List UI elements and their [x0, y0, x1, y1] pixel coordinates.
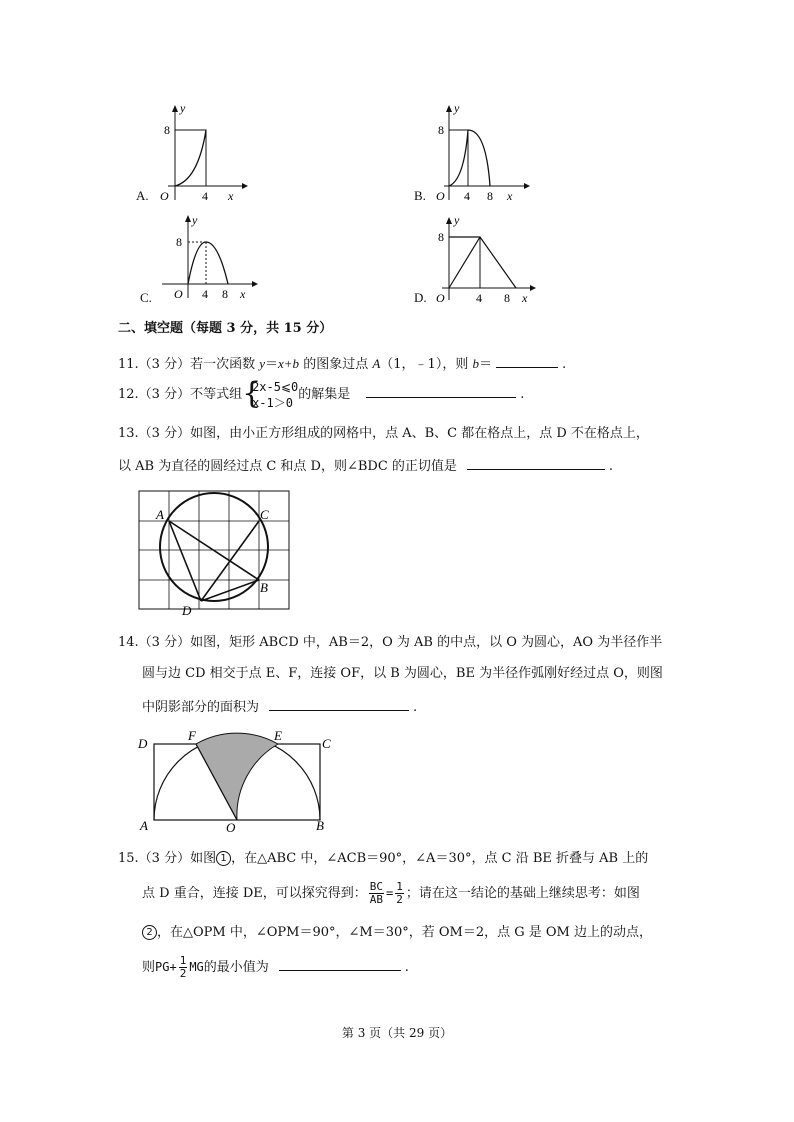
answer-blank[interactable] — [279, 956, 401, 971]
answer-blank[interactable] — [269, 696, 409, 711]
point-c-label: C — [260, 507, 269, 522]
question-14-line3 — [142, 696, 417, 717]
q15-text-1: ，在△ABC 中，∠ACB＝90°，∠A＝30°，点 C 沿 BE 折叠与 AB 上的 — [231, 851, 649, 866]
x-tick: 4 — [476, 291, 482, 305]
option-b — [410, 100, 540, 210]
point-a-label: A — [140, 818, 148, 833]
graph-a — [158, 100, 250, 208]
y-tick: 8 — [438, 230, 444, 244]
q11-tail: ＝ — [478, 357, 492, 372]
x-axis-label: x — [522, 291, 528, 305]
point-c-label: C — [322, 736, 331, 751]
fraction-numerator: 1 — [396, 880, 403, 893]
q14-end: . — [413, 700, 418, 715]
q12-tail: 的解集是 — [298, 387, 351, 402]
answer-blank[interactable] — [496, 353, 558, 368]
q14-figure — [134, 726, 344, 838]
x-tick: 4 — [202, 189, 208, 203]
half-coefficient — [179, 955, 188, 980]
x-axis-label: x — [240, 287, 246, 301]
inequality-2: x-1＞0 — [252, 395, 293, 410]
question-13-line2 — [118, 455, 613, 476]
q15-prefix: 15.（3 分）如图 — [118, 851, 217, 866]
fraction-denominator: 2 — [179, 967, 187, 980]
q13-figure — [136, 488, 296, 620]
x-tick: 8 — [222, 287, 228, 301]
q11-b: b — [472, 356, 479, 371]
point-d-label: D — [138, 736, 148, 751]
page-footer: 第 3 页（共 29 页） — [341, 1026, 453, 1040]
pg-term: PG+ — [155, 960, 177, 974]
q11-end: . — [561, 357, 567, 372]
q15-end: . — [404, 960, 409, 975]
point-d-label: D — [182, 603, 192, 618]
q14-line-2: 圆与边 CD 相交于点 E、F，连接 OF，以 B 为圆心，BE 为半径作弧刚好经过点 O，则图 — [142, 666, 663, 681]
option-a — [130, 100, 250, 210]
q12-prefix: 12.（3 分）不等式组 — [118, 387, 243, 402]
y-tick: 8 — [164, 123, 170, 137]
q15-text-2: 点 D 重合，连接 DE，可以探究得到： — [142, 886, 367, 901]
x-tick: 4 — [202, 287, 208, 301]
question-15-line4 — [142, 952, 409, 983]
option-letter: D. — [414, 290, 427, 305]
circled-figure-2: 2 — [142, 925, 157, 940]
q14-line-1: 14.（3 分）如图，矩形 ABCD 中，AB＝2，O 为 AB 的中点，以 O 为圆心，AO 为半径作半 — [118, 635, 663, 650]
q11-prefix: 11.（3 分）若一次函数 — [118, 357, 260, 372]
fraction-denominator: 2 — [396, 893, 403, 906]
origin-label: O — [174, 287, 183, 301]
section-title: 二、填空题（每题 3 分，共 15 分） — [118, 321, 333, 336]
inequality-1: 2x-5⩽0 — [252, 379, 299, 394]
option-c — [134, 212, 264, 312]
question-15-line1 — [118, 850, 648, 868]
q15-text-4: ，在△OPM 中，∠OPM＝90°，∠M＝30°，若 OM＝2，点 G 是 OM 边上的动点， — [157, 925, 652, 940]
q11-eq: ＝ — [265, 357, 279, 372]
x-axis-label: x — [228, 189, 234, 203]
q13-line-1: 13.（3 分）如图，由小正方形组成的网格中，点 A、B、C 都在格点上，点 D 不在格点上， — [118, 426, 649, 441]
circled-figure-1: 1 — [216, 851, 231, 866]
fraction-denominator: AB — [369, 893, 383, 906]
option-letter: B. — [414, 188, 426, 203]
graph-b — [432, 100, 532, 208]
point-b-label: B — [260, 580, 268, 595]
question-12 — [118, 375, 525, 414]
question-15-line3 — [142, 924, 652, 942]
y-tick: 8 — [438, 123, 444, 137]
q12-end: . — [520, 387, 525, 402]
point-o-label: O — [226, 820, 236, 835]
point-a-label: A — [156, 507, 164, 522]
q11-mid: 的图象过点 — [299, 357, 373, 372]
origin-label: O — [436, 189, 445, 203]
y-axis-label: y — [180, 101, 186, 115]
answer-blank[interactable] — [467, 455, 605, 470]
q15-text-5: 则 — [142, 960, 156, 975]
mg-term: MG — [189, 960, 204, 974]
q11-rhs: x+b — [278, 356, 300, 371]
fraction-numerator: 1 — [179, 954, 187, 967]
ratio-fraction — [369, 881, 384, 906]
brace-glyph: { — [242, 375, 262, 411]
x-axis-label: x — [507, 189, 513, 203]
point-e-label: E — [274, 728, 282, 743]
q13-end: . — [608, 459, 614, 474]
inequality-system — [242, 375, 299, 411]
y-axis-label: y — [454, 213, 460, 227]
fraction-numerator: BC — [369, 880, 383, 893]
option-d — [410, 212, 540, 312]
x-tick: 8 — [504, 291, 510, 305]
option-letter: A. — [136, 188, 149, 203]
y-axis-label: y — [192, 213, 198, 227]
option-letter: C. — [140, 290, 152, 305]
q15-text-6: 的最小值为 — [203, 960, 269, 975]
point-f-label: F — [188, 728, 196, 743]
x-tick: 8 — [487, 189, 493, 203]
y-axis-label: y — [454, 101, 460, 115]
half-fraction — [395, 881, 404, 906]
q11-point: A — [372, 356, 381, 371]
q14-line-3: 中阴影部分的面积为 — [142, 700, 260, 715]
x-tick: 4 — [464, 189, 470, 203]
origin-label: O — [436, 291, 445, 305]
graph-c — [156, 212, 264, 308]
q15-text-3: ；请在这一结论的基础上继续思考：如图 — [405, 886, 640, 901]
q13-line-2: 以 AB 为直径的圆经过点 C 和点 D，则∠BDC 的正切值是 — [118, 459, 457, 474]
q11-func: y — [259, 356, 265, 371]
origin-label: O — [160, 189, 169, 203]
question-15-line2 — [142, 878, 640, 909]
y-tick: 8 — [176, 235, 182, 249]
answer-blank[interactable] — [366, 383, 516, 398]
q11-coords: （1，﹣1），则 — [380, 357, 473, 372]
equals-sign: = — [385, 886, 394, 900]
point-b-label: B — [316, 818, 324, 833]
graph-d — [432, 212, 540, 308]
question-11 — [118, 353, 566, 374]
